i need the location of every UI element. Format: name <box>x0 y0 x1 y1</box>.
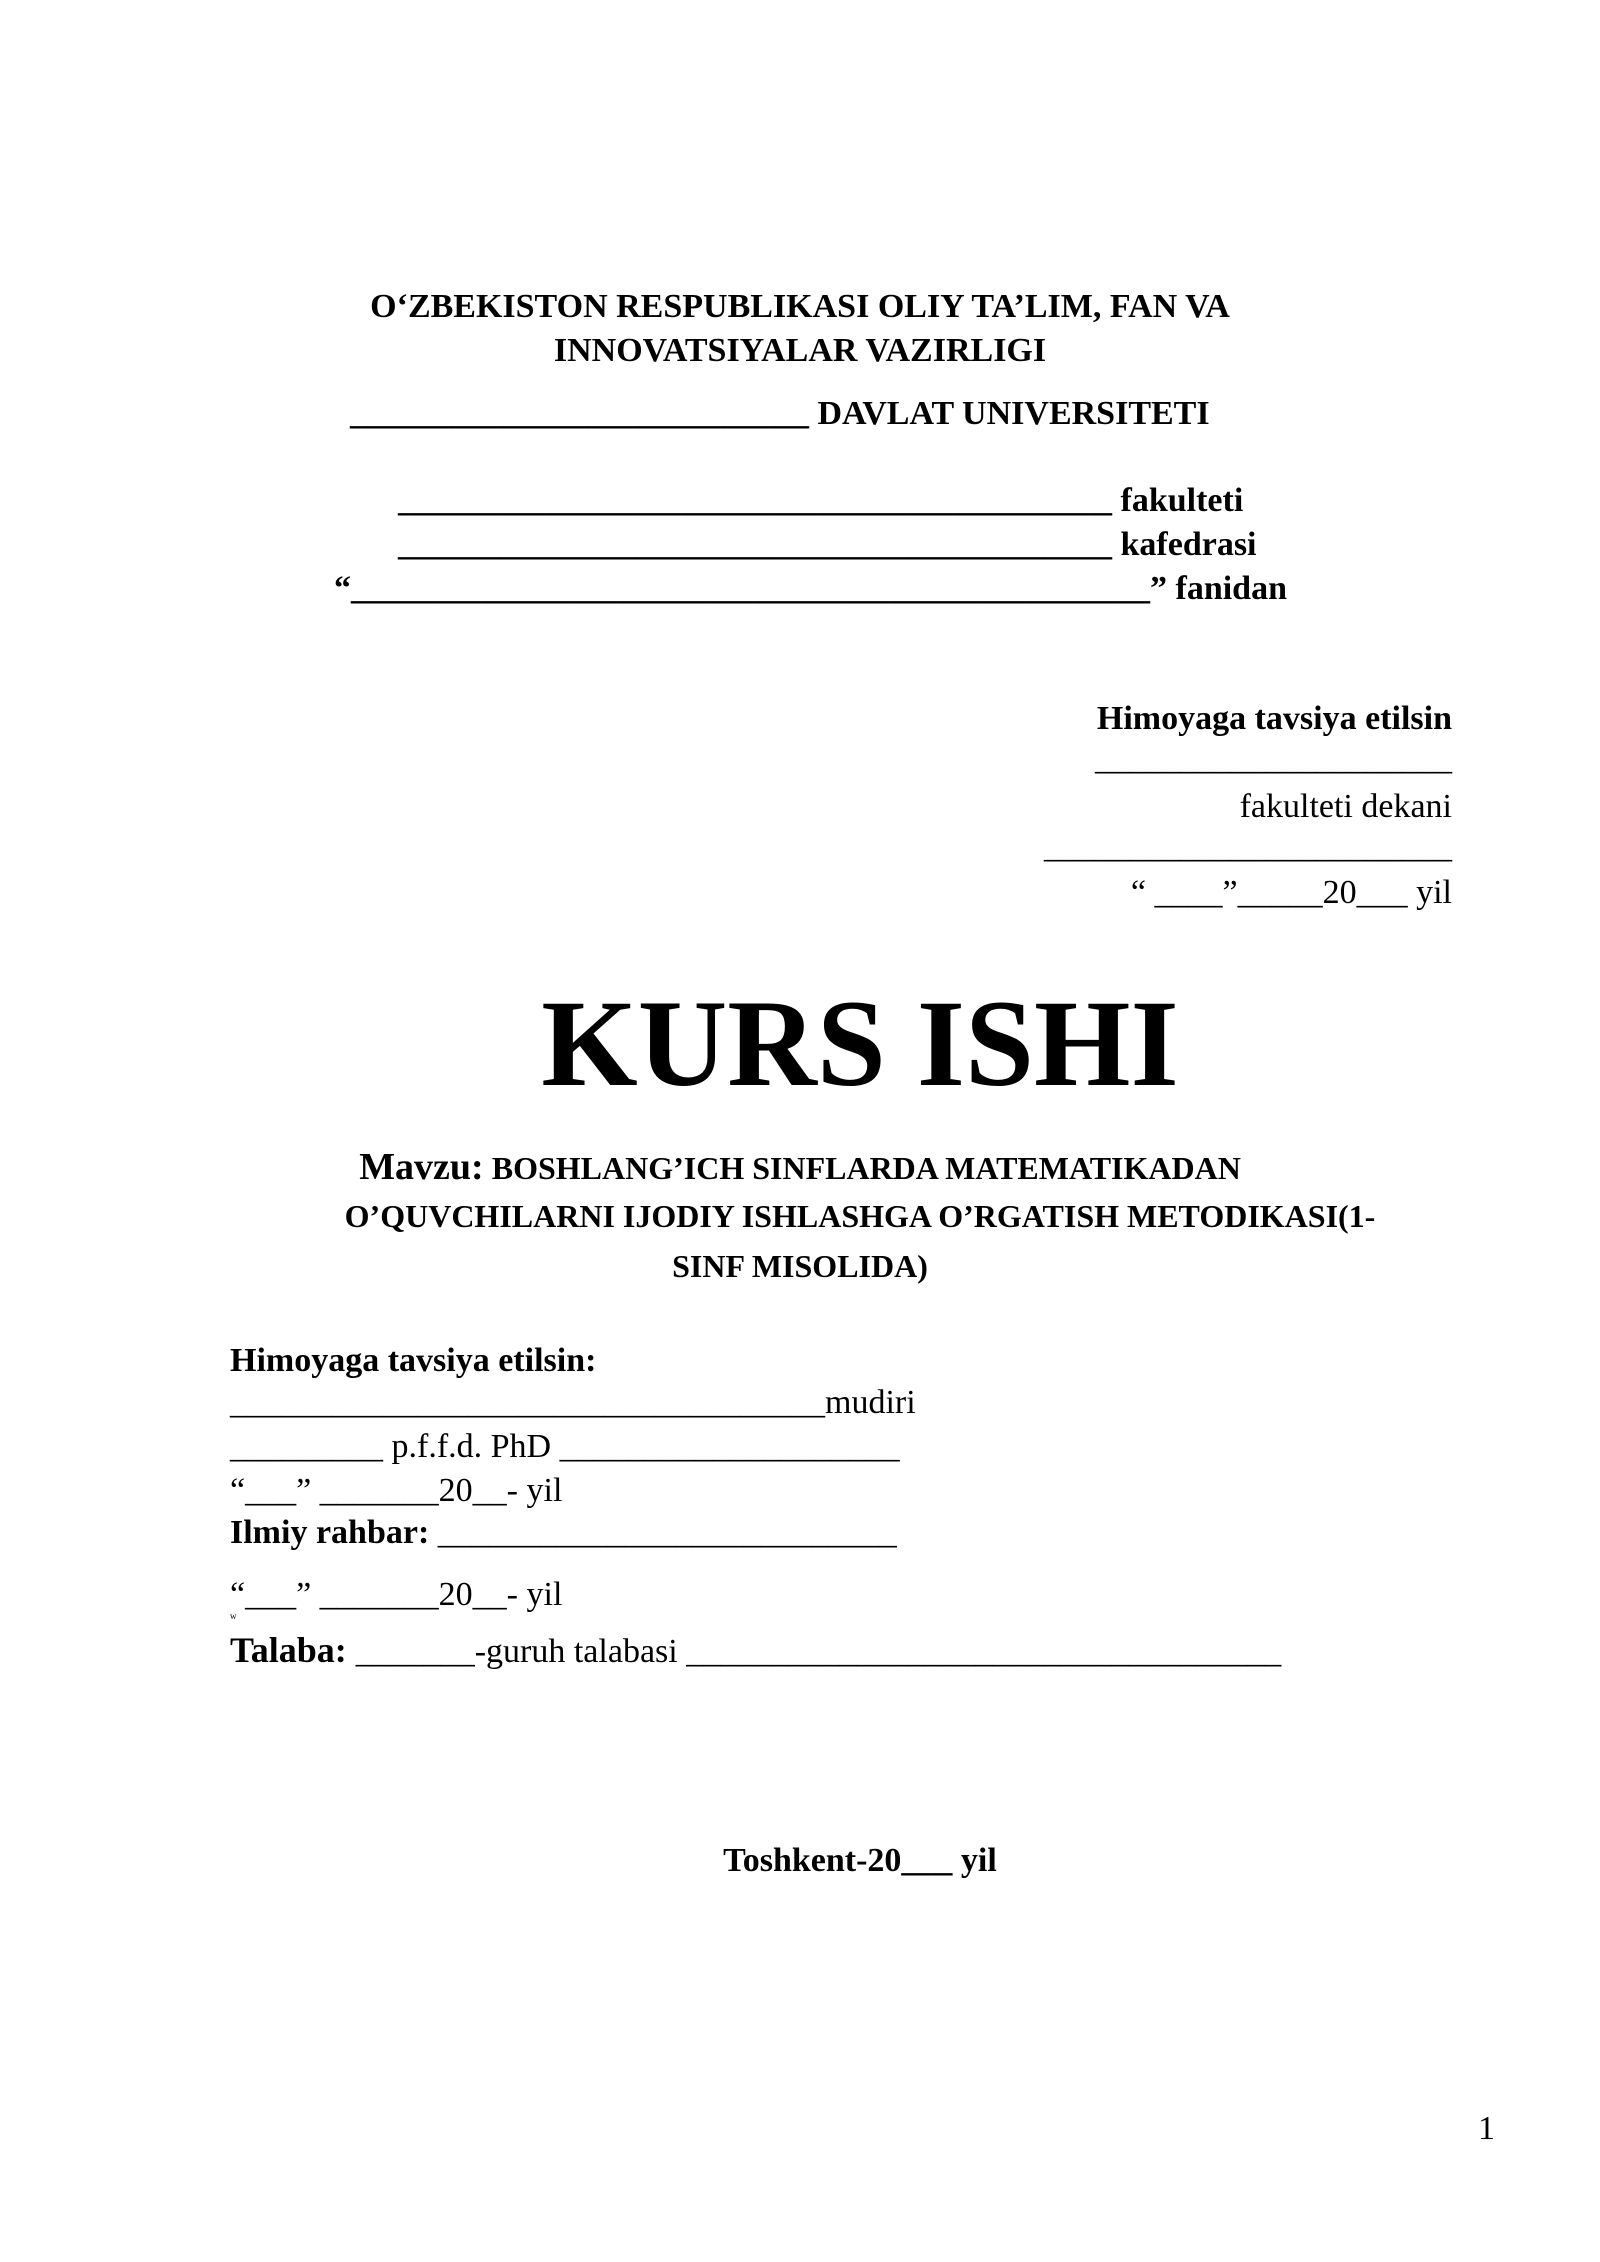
department-line: __________________________________________ kafedrasi <box>398 526 1257 563</box>
department-head-line: ___________________________________mudiri <box>230 1384 916 1421</box>
dean-approval-date: “ ____”_____20___ yil <box>1130 874 1452 911</box>
university-line: ___________________________ DAVLAT UNIVERSITETI <box>350 395 1210 432</box>
supervisor-line: ___________________________ <box>437 1514 897 1551</box>
main-title: KURS ISHI <box>541 975 1179 1112</box>
defense-heading: Himoyaga tavsiya etilsin: <box>230 1342 597 1379</box>
student-label: Talaba: <box>230 1630 347 1670</box>
supervisor-row <box>230 1516 897 1550</box>
topic-title-part-1: BOSHLANG’ICH SINFLARDA MATEMATIKADAN <box>491 1150 1241 1186</box>
ministry-line-1: O‘ZBEKISTON RESPUBLIKASI OLIY TA’LIM, FAN VA <box>370 288 1230 325</box>
dean-signature-line: _____________________ <box>1095 740 1452 777</box>
supervisor-label: Ilmiy rahbar: <box>230 1514 430 1551</box>
topic-line-1 <box>0 1148 1600 1186</box>
faculty-line: __________________________________________ fakulteti <box>398 482 1244 519</box>
ministry-line-2: INNOVATSIYALAR VAZIRLIGI <box>553 332 1047 369</box>
defense-date-2: “___” _______20__- yil <box>230 1576 563 1613</box>
dean-title: fakulteti dekani <box>1239 788 1452 825</box>
topic-label: Mavzu: <box>359 1146 484 1188</box>
student-line: _______-guruh talabasi ___________________________________ <box>355 1633 1282 1670</box>
city-year: Toshkent-20___ yil <box>723 1842 997 1879</box>
stray-mark: w <box>230 1611 237 1621</box>
topic-line-2: O’QUVCHILARNI IJODIY ISHLASHGA O’RGATISH METODIKASI(1- <box>344 1198 1376 1234</box>
dean-name-line: ________________________ <box>1044 828 1452 865</box>
dean-approval-heading: Himoyaga tavsiya etilsin <box>1096 700 1452 737</box>
student-row <box>230 1632 1281 1669</box>
subject-line: “_______________________________________________” fanidan <box>334 570 1287 607</box>
defense-date-1: “___” _______20__- yil <box>230 1472 563 1509</box>
topic-line-3: SINF MISOLIDA) <box>672 1248 928 1284</box>
page-number: 1 <box>1478 2110 1495 2147</box>
degree-line: _________ p.f.f.d. PhD ____________________ <box>230 1428 900 1465</box>
